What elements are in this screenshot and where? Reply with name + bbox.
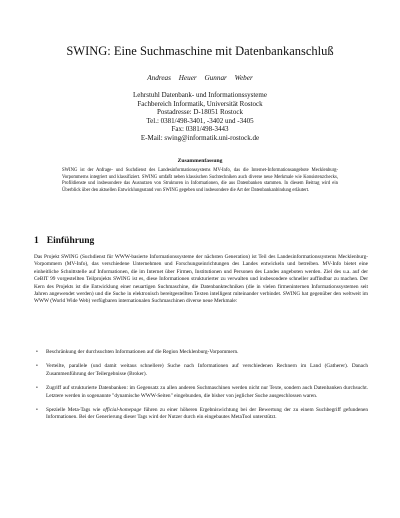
affiliation-block xyxy=(0,91,400,143)
author-name: Andreas Heuer xyxy=(147,74,197,82)
abstract-text: SWING ist der Anfrage- und Suchdienst des Landesinformationssystems MV-Info, das die Internet-Informationsangebote Mecklenburg-Vorpommerns integriert und klassifiziert. SWING umfaßt neben klassischen Suchtechniken auch diverse neue Merkmale wie Konsistenzchecks, Profildienste und insbesondere das Ausnutzen von Strukturen in Informationen, die aus Datenbanken stammen. In diesem Beitrag wird ein Überblick über den aktuellen Entwicklungsstand von SWING gegeben und insbesondere die Art der Datenbankanbindung erläutert. xyxy=(62,168,338,193)
list-item xyxy=(34,385,368,400)
affiliation-email: E-Mail: swing@informatik.uni-rostock.de xyxy=(140,133,260,142)
list-item-text: Verteilte, parallele (und damit weitaus schnellere) Suche nach Informationen auf verschiedenen Rechnern im Land (Gatherer). Danach Zusammenführung der Teilergebnisse (Broker). xyxy=(46,363,368,377)
bullet-icon: • xyxy=(36,349,38,355)
section-paragraph: Das Projekt SWING (Suchdienst für WWW-basierte Informationssysteme der nächsten Generation) ist Teil des Landesinformationssystems Mecklenburg-Vorpommern (MV-Info), das verschiedene Unternehmen und Forschungseinrichtungen des Landes entwickeln und betreiben. MV-Info bietet eine einheitliche Schnittstelle auf Informationen, die im Internet über Firmen, Institutionen und Personen des Landes angeboten werden. Ziel des u.a. auf der CeBIT 99 vorgestellten Teilprojekts SWING ist es, diese Informationen strukturierter zu verwalten und insbesondere schneller auffindbar zu machen. Der Kern des Projekts ist die Entwicklung einer neuartigen Suchmaschine, die Datenbanktechniken (die in vielen firmeninternen Informationssystemen seit Jahren angewendet werden) und die Suche in elektronisch bereitgestellten Texten intelligent miteinander verbindet. SWING hat gegenüber den weltweit im WWW (World Wide Web) verfügbaren internationalen Suchmaschinen diverse neue Merkmale: xyxy=(34,254,368,305)
affiliation-line: Fax: 0381/498-3443 xyxy=(171,125,229,134)
list-item-text-end: führen zu einer höheren Ergebniswichtung bei der Bewertung der zu einem Suchbegriff gefundenen Informationen. Bei der Generierung dieser Tags wird der Nutzer durch ein eingebautes MetaTool unterstützt. xyxy=(46,407,368,421)
bullet-icon: • xyxy=(36,363,38,370)
list-item xyxy=(34,349,368,356)
bullet-icon: • xyxy=(36,407,38,414)
author-name: Gunnar Weber xyxy=(204,74,253,82)
paper-title: SWING: Eine Suchmaschine mit Datenbankanschluß xyxy=(66,44,334,58)
affiliation-line: Postadresse: D-18051 Rostock xyxy=(157,108,243,117)
section-heading xyxy=(34,236,94,246)
list-item xyxy=(34,407,368,422)
abstract-heading: Zusammenfassung xyxy=(177,158,223,164)
section-number: 1 xyxy=(34,236,39,246)
section-title: Einführung xyxy=(46,236,95,246)
bullet-icon: • xyxy=(36,385,38,392)
list-item-text xyxy=(46,407,368,422)
list-item-text: Zugriff auf strukturierte Datenbanken: im Gegensatz zu allen anderen Suchmaschinen werden nicht nur Texte, sondern auch Datenbanken durchsucht. Letztere werden in sogenannte "dynamische WWW-Seiten" eingebunden, die bisher von jeglicher Suche ausgeschlossen waren. xyxy=(46,385,368,399)
list-item-text-start: Spezielle Meta-Tags wie xyxy=(46,407,103,414)
affiliation-line: Tel.: 0381/498-3401, -3402 und -3405 xyxy=(146,116,254,125)
affiliation-line: Lehrstuhl Datenbank- und Informationssysteme xyxy=(133,91,267,99)
list-item xyxy=(34,363,368,378)
list-item-text: Beschränkung der durchsuchten Informationen auf die Region Mecklenburg-Vorpommern. xyxy=(46,349,239,355)
meta-tag-name: official-homepage xyxy=(102,407,142,414)
affiliation-line: Fachbereich Informatik, Universität Rostock xyxy=(137,99,263,108)
feature-list xyxy=(34,349,368,429)
author-list xyxy=(0,74,400,82)
